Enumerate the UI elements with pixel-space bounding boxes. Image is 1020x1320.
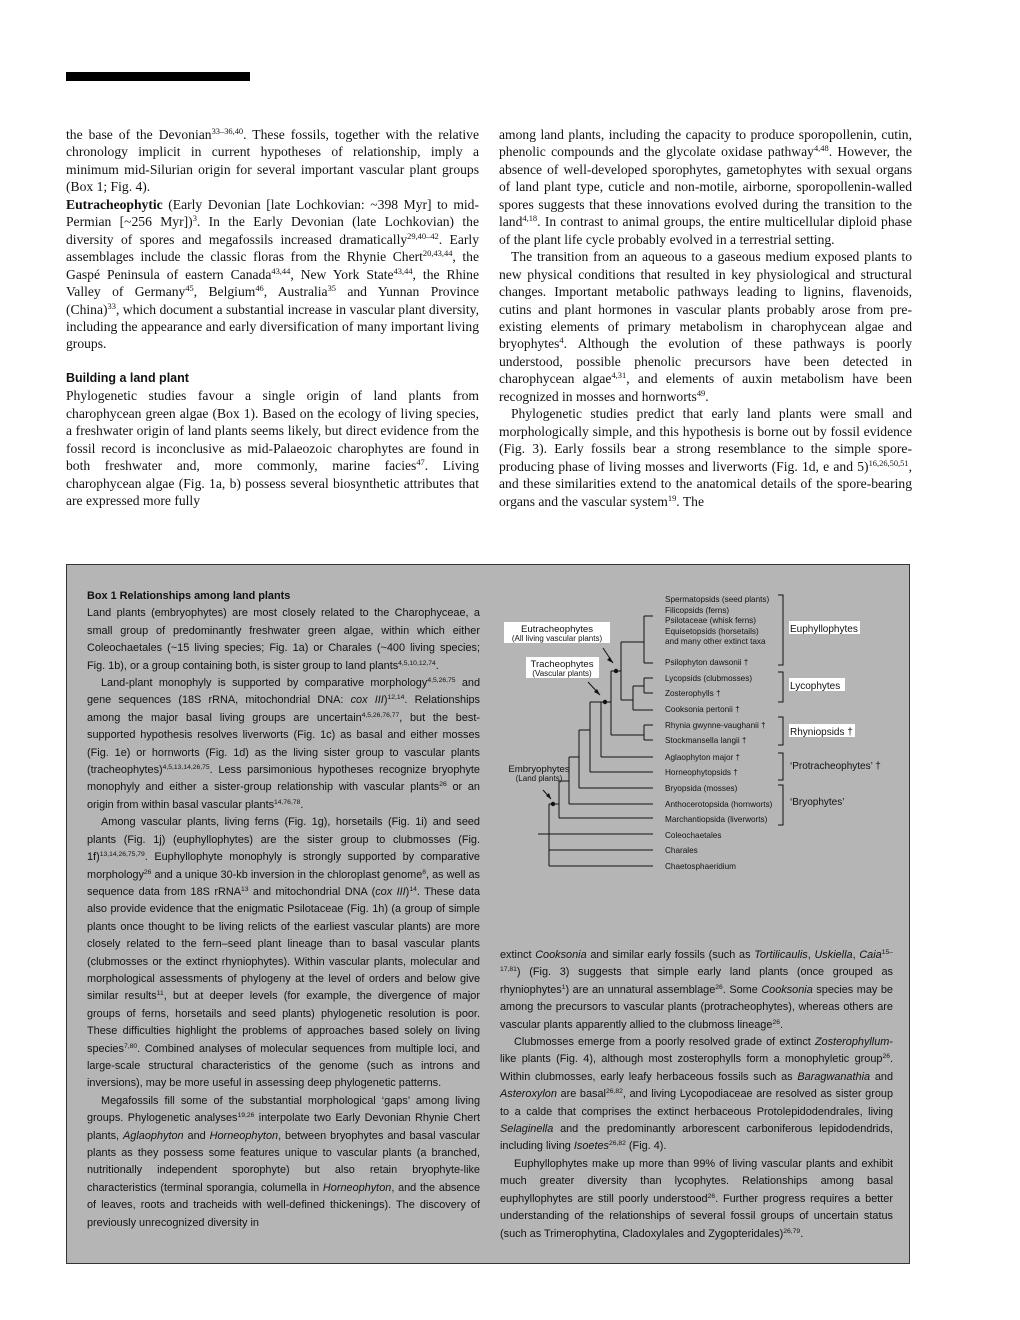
text-run: . These fossils, together with the relative chronology implicit in current hypotheses of relationship, imply a minimum mid-Silurian origin for several important vascular plant groups (Box 1; Fig. 4).: [66, 127, 479, 195]
clade-label: ‘Protracheophytes’ †: [790, 761, 881, 772]
citation-superscript: 4,18: [522, 213, 538, 224]
section-heading: Building a land plant: [66, 370, 189, 385]
text-run: and Yunnan Province (China): [66, 284, 480, 317]
text-run: -like plants (Fig. 4), although most zosterophylls form a monophyletic group: [500, 1036, 893, 1066]
text-run: .: [779, 1018, 783, 1031]
box-right-paragraphs: [500, 947, 893, 1243]
italic-term: Cooksonia: [761, 983, 813, 996]
paragraph: [500, 1156, 893, 1243]
taxon-label: Aglaophyton major †: [665, 753, 741, 762]
citation-superscript: 13: [240, 885, 249, 893]
citation-superscript: 19: [667, 492, 677, 503]
citation-superscript: 11: [156, 990, 164, 998]
left-paragraphs: [66, 126, 479, 353]
citation-superscript: 45: [185, 283, 194, 294]
text-run: (Early Devonian [late Lochkovian: ~398 Myr] to mid-Permian [~256 Myr]): [66, 196, 479, 230]
paragraph: [66, 196, 479, 353]
eutracheophyte-node: [614, 669, 618, 673]
taxon-label: Filicopsids (ferns): [665, 606, 730, 615]
text-run: The transition from an aqueous to a gaseous medium exposed plants to new physical conditions that resulted in key physiological and structural changes. Important metabolic pathways leading to lignins, flavenoids, cutins and plant hormones in vascular plants probably arose from pre-existing elements of primary metabolism in charophycean algae and bryophytes: [499, 249, 912, 352]
text-run: , but the best-supported hypothesis resolves liverworts (Fig. 1c) as basal and either mosses (Fig. 1e) or hornworts (Fig. 1d) as the living sister group to vascular plants (tracheophytes): [87, 711, 481, 777]
taxon-label: and many other extinct taxa: [665, 637, 766, 646]
paragraph: [87, 675, 480, 814]
taxon-label: Spermatopsids (seed plants): [665, 595, 770, 604]
citation-superscript: 26: [707, 1192, 716, 1200]
citation-superscript: 26: [715, 983, 723, 991]
text-run: Land plants (embryophytes) are most closely related to the Charophyceae, a small group of predominantly freshwater green algae, within which either Coleochaetales (~15 living species; Fig. 1a) or Charales (~400 living species; Fig. 1b), or a group containing both, is sister group to land plants: [87, 607, 480, 672]
citation-superscript: 4,48: [813, 143, 829, 154]
group-label: Tracheophytes: [530, 659, 594, 670]
taxa-labels: [665, 595, 773, 871]
text-run: , and these similarities extend to the anatomical details of the spore-bearing organs and the vascular system: [499, 458, 912, 509]
taxon-label: Zosterophylls †: [665, 689, 721, 698]
text-run: , and living Lycopodiaceae are resolved as sister group to a calde that comprises the extinct herbaceous Protolepidodendrales, living: [500, 1088, 893, 1118]
citation-superscript: 4,5,26,76,77: [361, 711, 400, 719]
citation-superscript: 26,82: [608, 1140, 626, 1148]
text-run: ) (Fig. 3) suggests that simple early land plants (once grouped as rhyniophytes: [500, 966, 893, 996]
italic-term: Cooksonia: [535, 949, 587, 961]
taxon-label: Charales: [665, 846, 698, 855]
text-run: and: [183, 1129, 210, 1142]
citation-superscript: 4,5,13,14,26,75: [162, 764, 210, 772]
paragraph: [499, 126, 912, 248]
text-run: ) are an unnatural assemblage: [565, 983, 716, 996]
clade-label: Lycophytes: [790, 681, 841, 692]
citation-superscript: 4,5,10,12,74: [398, 659, 436, 667]
paragraph: [87, 1093, 480, 1232]
text-run: Land-plant monophyly is supported by comparative morphology: [101, 677, 428, 690]
paragraph: [500, 947, 893, 1034]
italic-term: Horneophyton: [209, 1129, 279, 1142]
citation-superscript: 49: [696, 387, 706, 398]
taxon-label: Equisetopsids (horsetails): [665, 627, 759, 636]
text-run: . Further progress requires a better understanding of the relationships of several fossil groups of uncertain status (such as Trimerophytina, Cladoxylales and Zygopteridales): [500, 1192, 893, 1240]
citation-superscript: 29,40–42: [407, 230, 439, 241]
text-run: Among vascular plants, living ferns (Fig. 1g), horsetails (Fig. 1i) and seed plants (Fig. 1j) (euphyllophytes) are the sister group to clubmosses (Fig. 1f): [87, 816, 480, 864]
box-right-column: [500, 947, 893, 1243]
right-paragraphs: [499, 126, 912, 510]
citation-superscript: 26: [772, 1018, 780, 1026]
citation-superscript: 35: [327, 283, 336, 294]
citation-superscript: 43,44: [271, 265, 291, 276]
text-run: .: [800, 1227, 804, 1240]
text-run: among land plants, including the capacity to produce sporopollenin, cutin, phenolic compounds and the glycolate oxidase pathway: [499, 127, 912, 160]
text-run: , and the absence of leaves, roots and tracheids with well-defined thickenings). The discovery of previously unrecognized diversity in: [87, 1181, 480, 1229]
citation-superscript: 13,14,26,75,79: [99, 851, 145, 859]
text-run: , New York State: [290, 266, 394, 282]
italic-term: Asteroxylon: [500, 1088, 557, 1101]
text-run: , between bryophytes and basal vascular plants as they possess some features unique to vascular plants (a branched, nutritionally independent sporophyte) but also retain bryophyte-like characteristics (terminal sporangia, columella in: [87, 1129, 480, 1194]
citation-superscript: 46: [255, 283, 264, 294]
phylogenetic-tree: [501, 585, 901, 875]
text-run: species may be among the precursors to vascular plants (protracheophytes), whereas others are vascular plants apparently allied to the clubmoss lineage: [500, 983, 893, 1031]
italic-term: Zosterophyllum: [814, 1036, 890, 1049]
text-run: . Although the evolution of these pathways is poorly understood, possible phenolic precursors have been detected in charophycean algae: [499, 336, 912, 387]
text-run: and similar early fossils (such as: [586, 949, 755, 961]
citation-superscript: 3: [192, 213, 197, 224]
group-label: Embryophytes: [508, 764, 570, 775]
taxon-label: Coleochaetales: [665, 831, 722, 840]
text-run: . Euphyllophyte monophyly is strongly supported by comparative morphology: [87, 851, 480, 881]
text-run: , and elements of auxin metabolism have been recognized in mosses and hornworts: [499, 371, 912, 404]
text-run: , as well as sequence data from 18S rRNA: [87, 868, 480, 898]
italic-term: Uskiella: [814, 949, 853, 961]
text-run: . These data also provide evidence that the enigmatic Psilotaceae (Fig. 1h) (a group of simple plants once thought to be living relicts of the earliest vascular plants) are more closely related to the fern–seed plant lineage than to basal vascular plants (clubmosses or the extinct rhyniophytes). Within vascular plants, molecular and morphological assessments of phylogeny at the level of orders and below give similar results: [87, 885, 480, 1003]
paragraph: [87, 814, 480, 1093]
taxon-label: Stockmansella langii †: [665, 736, 747, 745]
text-run: and: [870, 1070, 894, 1083]
text-run: . In the Early Devonian (late Lochkovian) the diversity of spores and megafossils increased dramatically: [66, 214, 479, 247]
clade-label: Euphyllophytes: [790, 624, 858, 635]
clade-labels: [789, 621, 881, 808]
text-run: . Combined analyses of molecular sequences from multiple loci, and large-scale structural characteristics of the genome (such as introns and inversions), may be more useful in assessing deep phylogenetic patterns.: [87, 1042, 480, 1090]
box-1: [66, 564, 910, 1264]
citation-superscript: 4,5,26,75: [427, 676, 456, 684]
group-label: Eutracheophytes: [521, 624, 593, 635]
italic-term: Horneophyton: [322, 1181, 392, 1194]
taxon-label: Rhynia gwynne-vaughanii †: [665, 721, 766, 730]
group-sublabel: (Vascular plants): [532, 669, 592, 678]
paragraph: [500, 1034, 893, 1156]
text-run: , the Rhine Valley of Germany: [66, 266, 479, 300]
citation-superscript: 26: [882, 1053, 890, 1061]
taxon-label: Chaetosphaeridium: [665, 862, 737, 871]
citation-superscript: 4: [559, 335, 564, 346]
group-sublabel: (Land plants): [515, 774, 563, 783]
right-column: [499, 126, 912, 510]
text-run: Euphyllophytes make up more than 99% of living vascular plants and exhibit much greater diversity than lycophytes. Relationships among basal euphyllophytes are still poorly understood: [500, 1157, 893, 1205]
arrowhead-icon: [607, 657, 613, 663]
text-run: and gene sequences (18S rRNA, mitochondrial DNA:: [87, 677, 480, 707]
text-run: interpolate two Early Devonian Rhynie Chert plants,: [87, 1112, 480, 1142]
box-title: Box 1 Relationships among land plants: [87, 590, 291, 602]
text-run: . Some: [722, 983, 762, 996]
citation-superscript: 20,43,44: [422, 248, 453, 259]
text-run: Phylogenetic studies predict that early land plants were small and morphologically simple, and this hypothesis is borne out by fossil evidence (Fig. 3). Early fossils bear a strong resemblance to the simple spore-producing phase of living mosses and liverworts (Fig. 1d, e and 5): [499, 406, 912, 474]
text-run: . The: [676, 493, 704, 509]
text-run: Clubmosses emerge from a poorly resolved grade of extinct: [514, 1036, 815, 1049]
citation-superscript: 16,26,50,51: [868, 457, 909, 468]
text-run: , but at deeper levels (for example, the divergence of major groups of ferns, horsetails and seed plants) phylogenetic resolution is poor. These difficulties highlight the problems of approaches based solely on living species: [87, 990, 480, 1055]
text-run: . However, the absence of well-developed sporophytes, gametophytes with sexual organs of land plant type, cuticle and non-motile, airborne, sporopollenin-walled spores suggests that these innovations evolved during the transition to the land: [499, 144, 912, 230]
citation-superscript: 19,26: [237, 1112, 255, 1120]
citation-superscript: 14: [409, 885, 417, 893]
citation-superscript: 12,14: [387, 694, 405, 702]
text-run: , Australia: [263, 284, 328, 300]
taxon-label: Bryopsida (mosses): [665, 784, 738, 793]
text-run: .: [435, 659, 439, 672]
text-run: . In contrast to animal groups, the entire multicellular diploid phase of the plant life cycle probably evolved in a terrestrial setting.: [499, 214, 912, 247]
citation-superscript: 47: [416, 457, 425, 468]
text-run: . Within clubmosses, early leafy herbaceous fossils such as: [500, 1053, 893, 1083]
clade-label: ‘Bryophytes’: [790, 797, 845, 808]
taxon-label: Lycopsids (clubmosses): [665, 674, 753, 683]
text-run: ,: [852, 949, 860, 961]
clade-label: Rhyniopsids †: [790, 727, 853, 738]
text-run: , which document a substantial increase in vascular plant diversity, including the appearance and early diversification of many important living groups.: [66, 301, 479, 352]
text-run: Megafossils fill some of the substantial morphological ‘gaps’ among living groups. Phylogenetic analyses: [87, 1094, 480, 1125]
citation-superscript: 14,76,78: [274, 798, 301, 806]
paragraph: [87, 605, 480, 675]
citation-superscript: 26: [143, 868, 152, 876]
embryophyte-node: [551, 802, 555, 806]
citation-superscript: 43,44: [393, 265, 413, 276]
text-run: extinct: [500, 949, 536, 961]
box-left-paragraphs: [87, 605, 480, 1232]
bold-term: Eutracheophytic: [66, 196, 163, 212]
text-run: Phylogenetic studies favour a single origin of land plants from charophycean green algae (Box 1). Based on the ecology of living species, a freshwater origin of land plants seems likely, but direct evidence from the fossil record is inconclusive as mid-Palaeozoic charophytes are found in both freshwater and, more commonly, marine facies: [66, 388, 479, 474]
text-run: (Fig. 4).: [625, 1140, 667, 1153]
text-run: and a unique 30-kb inversion in the chloroplast genome: [151, 868, 423, 881]
text-run: ,: [807, 949, 815, 961]
text-run: .: [705, 388, 709, 404]
text-run: . Relationships among the major basal living groups are uncertain: [87, 694, 480, 724]
citation-superscript: 1: [561, 983, 566, 991]
italic-term: Aglaophyton: [123, 1129, 184, 1142]
taxon-label: Marchantiopsida (liverworts): [665, 815, 768, 824]
text-run: are basal: [556, 1088, 606, 1101]
paragraph: [66, 387, 479, 509]
citation-superscript: 26,79: [783, 1227, 801, 1235]
taxon-label: Cooksonia pertonii †: [665, 705, 740, 714]
taxon-label: Psilophyton dawsonii †: [665, 658, 749, 667]
node-dots: [546, 657, 618, 806]
italic-term: Isoetes: [573, 1140, 609, 1153]
left-column: [66, 126, 479, 510]
citation-superscript: 26,82: [605, 1088, 623, 1096]
text-run: and the predominantly arborescent carboniferous lepidodendrids, including living: [500, 1123, 893, 1153]
citation-superscript: 4,31: [611, 370, 627, 381]
left-paragraphs-2: [66, 387, 479, 509]
group-sublabel: (All living vascular plants): [511, 634, 603, 643]
taxon-label: Horneophytopsids †: [665, 768, 738, 777]
box-left-column: [87, 588, 480, 1232]
paragraph: [499, 405, 912, 510]
taxon-label: Psilotaceae (whisk ferns): [665, 616, 757, 625]
citation-superscript: 33: [107, 300, 116, 311]
text-run: or an origin from within basal vascular plants: [87, 781, 480, 811]
tracheophyte-node: [603, 700, 607, 704]
text-run: . Living charophycean algae (Fig. 1a, b) possess several biosynthetic attributes that are expressed more fully: [66, 458, 480, 509]
paragraph: [66, 126, 479, 196]
text-run: , the Gaspé Peninsula of eastern Canada: [66, 249, 479, 282]
italic-term: cox III: [375, 885, 406, 898]
text-run: , Belgium: [193, 284, 256, 300]
citation-superscript: 26: [439, 781, 447, 789]
text-run: . Less parsimonious hypotheses recognize bryophyte monophyly and either a sister-group relationship with vascular plants: [87, 764, 480, 794]
citation-superscript: 15–17,81: [500, 948, 893, 974]
citation-superscript: 8: [422, 868, 427, 876]
italic-term: Caia: [859, 949, 882, 961]
citation-superscript: 33–36,40: [211, 125, 244, 136]
text-run: .: [300, 798, 304, 811]
italic-term: Baragwanathia: [797, 1070, 871, 1083]
paragraph: [499, 248, 912, 405]
citation-superscript: 7,80: [123, 1042, 138, 1050]
text-run: and mitochondrial DNA (: [248, 885, 376, 898]
italic-term: Tortilicaulis: [754, 949, 808, 961]
text-run: the base of the Devonian: [66, 127, 212, 142]
italic-term: cox III: [350, 694, 384, 707]
text-run: . Early assemblages include the classic floras from the Rhynie Chert: [66, 231, 479, 265]
taxon-label: Anthocerotopsida (hornworts): [665, 800, 773, 809]
text-run: ): [383, 694, 388, 707]
header-rule: [66, 72, 250, 81]
italic-term: Selaginella: [500, 1123, 554, 1136]
text-run: ): [405, 885, 410, 898]
